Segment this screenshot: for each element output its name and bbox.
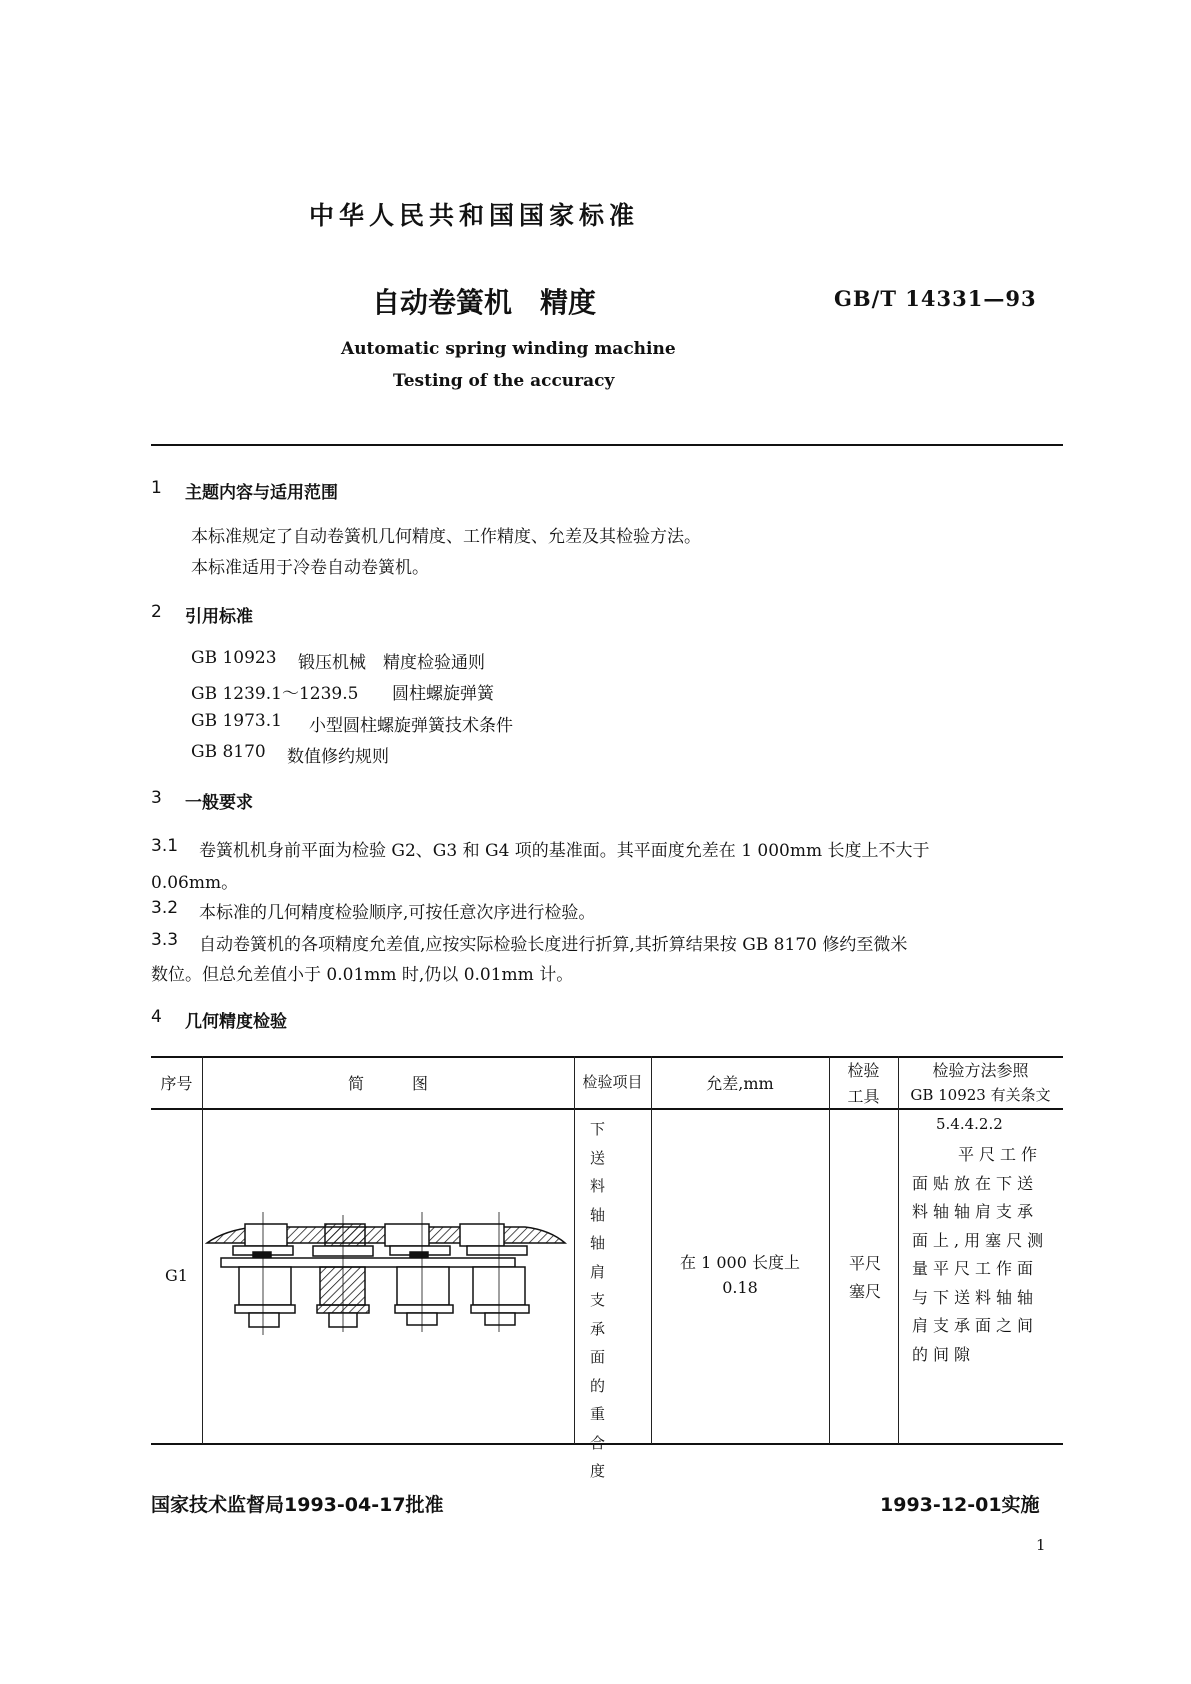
reference-name: 锻压机械 精度检验通则 (298, 653, 485, 673)
clause-number: 3.2 (151, 898, 179, 918)
header-tool: 工具 (847, 1087, 880, 1106)
section-1-paragraph: 本标准适用于冷卷自动卷簧机。 (191, 558, 429, 578)
reference-name: 小型圆柱螺旋弹簧技术条件 (309, 716, 513, 736)
row-tool: 平尺塞尺 (849, 1254, 882, 1301)
section-3-number: 3 (151, 788, 162, 808)
header-diagram: 简 图 (347, 1074, 428, 1093)
section-3-title: 一般要求 (185, 793, 253, 813)
reference-name: 数值修约规则 (287, 747, 389, 767)
column-divider (898, 1056, 899, 1444)
section-1-paragraph: 本标准规定了自动卷簧机几何精度、工作精度、允差及其检验方法。 (191, 527, 701, 547)
page-title: 自动卷簧机 精度 (372, 286, 597, 319)
row-method-ref: 5.4.4.2.2 (936, 1115, 1003, 1133)
clause-number: 3.3 (151, 930, 179, 950)
section-1-number: 1 (151, 478, 162, 498)
section-4-number: 4 (151, 1007, 162, 1027)
clause-text: 0.06mm。 (151, 873, 239, 893)
header-tolerance: 允差,mm (706, 1074, 774, 1093)
english-title-2: Testing of the accuracy (393, 371, 615, 391)
header-rule (151, 444, 1063, 446)
clause-text: 自动卷簧机的各项精度允差值,应按实际检验长度进行折算,其折算结果按 GB 8170 修约至微米 (199, 935, 908, 955)
spring-machine-shaft-diagram (205, 1210, 570, 1335)
clause-text: 数位。但总允差值小于 0.01mm 时,仍以 0.01mm 计。 (151, 965, 574, 985)
column-divider (574, 1056, 575, 1444)
header-method: 检验方法参照 (932, 1061, 1029, 1080)
reference-code: GB 10923 (191, 648, 277, 668)
section-4-title: 几何精度检验 (185, 1012, 287, 1032)
national-standard-heading: 中华人民共和国国家标准 (309, 201, 640, 230)
effective-date: 1993-12-01实施 (880, 1494, 1040, 1516)
english-title-1: Automatic spring winding machine (341, 339, 676, 359)
row-tolerance-value: 0.18 (722, 1278, 758, 1297)
page-number: 1 (1036, 1536, 1046, 1554)
reference-code: GB 1973.1 (191, 711, 282, 731)
header-no: 序号 (160, 1074, 193, 1093)
header-method: GB 10923 有关条文 (910, 1086, 1051, 1104)
section-2-number: 2 (151, 602, 162, 622)
approval-note: 国家技术监督局1993-04-17批准 (151, 1494, 444, 1516)
section-2-title: 引用标准 (185, 607, 253, 627)
reference-name: 圆柱螺旋弹簧 (392, 684, 494, 704)
row-method: 平尺工作面贴放在下送料轴轴肩支承面上,用塞尺测量平尺工作面与下送料轴轴肩支承面之间的间隙 (912, 1145, 1049, 1364)
row-no: G1 (165, 1266, 188, 1285)
reference-code: GB 8170 (191, 742, 266, 762)
standard-number: GB/T 14331—93 (834, 286, 1037, 311)
clause-number: 3.1 (151, 836, 179, 856)
reference-code: GB 1239.1～1239.5 (191, 684, 359, 704)
header-item: 检验项目 (582, 1073, 643, 1091)
table-header-rule (151, 1108, 1063, 1110)
clause-text: 本标准的几何精度检验顺序,可按任意次序进行检验。 (199, 903, 596, 923)
row-item: 下送料轴轴肩支承面的重合度 (590, 1120, 625, 1480)
section-1-title: 主题内容与适用范围 (185, 483, 338, 503)
clause-text: 卷簧机机身前平面为检验 G2、G3 和 G4 项的基准面。其平面度允差在 1 000mm 长度上不大于 (199, 841, 930, 861)
header-tool: 检验 (847, 1061, 880, 1080)
column-divider (829, 1056, 830, 1444)
row-tolerance: 在 1 000 长度上 (680, 1253, 800, 1272)
column-divider (202, 1056, 203, 1444)
